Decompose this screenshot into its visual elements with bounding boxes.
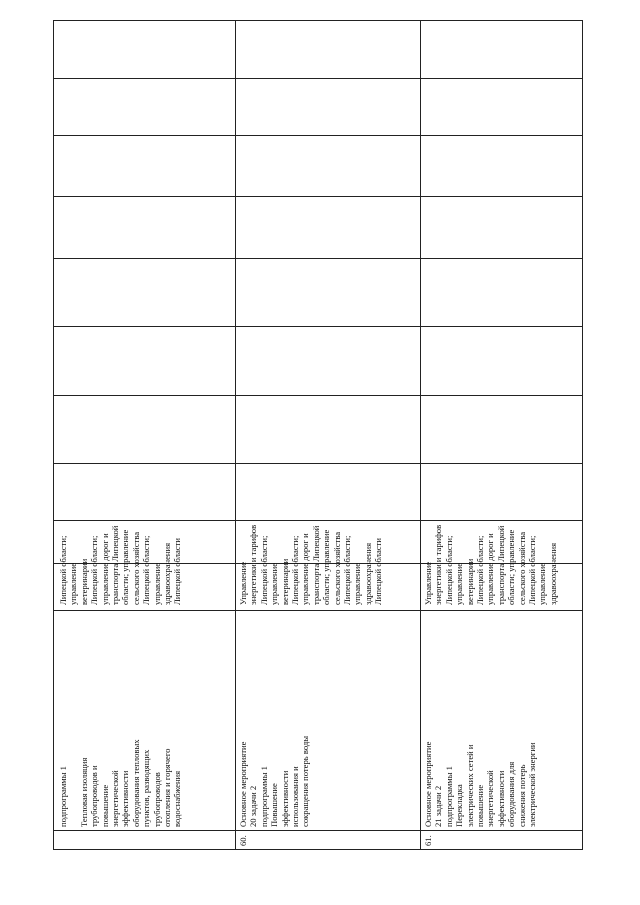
column-divider <box>53 520 583 521</box>
row-executor-cell: Липецкой области; управление ветеринарии Липецкой области; управление дорог и транспорта Липецкой области; управление сельского хозяйства Липецкой области; управление здравоохранения Липецкой области <box>58 525 183 605</box>
row-divider <box>235 20 236 850</box>
row-number: 60. <box>238 835 248 846</box>
column-divider <box>53 463 583 464</box>
column-divider <box>53 395 583 396</box>
row-executor-cell: Управление энергетики и тарифов Липецкой области; управление ветеринарии Липецкой области; управление дорог и транспорта Липецкой области; управление сельского хозяйства Липецкой области; управление здравоохранения Липецкой области <box>238 524 384 605</box>
column-divider <box>53 326 583 327</box>
row-divider <box>420 20 421 850</box>
column-divider <box>53 830 583 831</box>
row-name-cell: Основное мероприятие 21 задачи 2 подпрограммы 1 Перекладка электрических сетей и повышение энергетической эффективности оборудования для снижения потерь электрической энергии <box>423 741 538 827</box>
row-number: 61. <box>423 835 433 846</box>
row-executor-cell: Управление энергетики и тарифов Липецкой области; управление ветеринарии Липецкой области; управление дорог и транспорта Липецкой области; управление сельского хозяйства Липецкой области; управление здравоохранения <box>423 524 558 605</box>
column-divider <box>53 258 583 259</box>
column-divider <box>53 610 583 611</box>
row-name-cell: Основное мероприятие 20 задачи 2 подпрограммы 1 Повышение эффективности использования и сокращения потерь воды <box>238 735 311 827</box>
column-divider <box>53 196 583 197</box>
column-divider <box>53 135 583 136</box>
column-divider <box>53 78 583 79</box>
row-name-cell: подпрограммы 1 Тепловая изоляция трубопроводов и повышение энергетической эффективности оборудования тепловых пунктов, разводящих трубопроводов отопления и горячего водоснабжения <box>58 739 183 827</box>
